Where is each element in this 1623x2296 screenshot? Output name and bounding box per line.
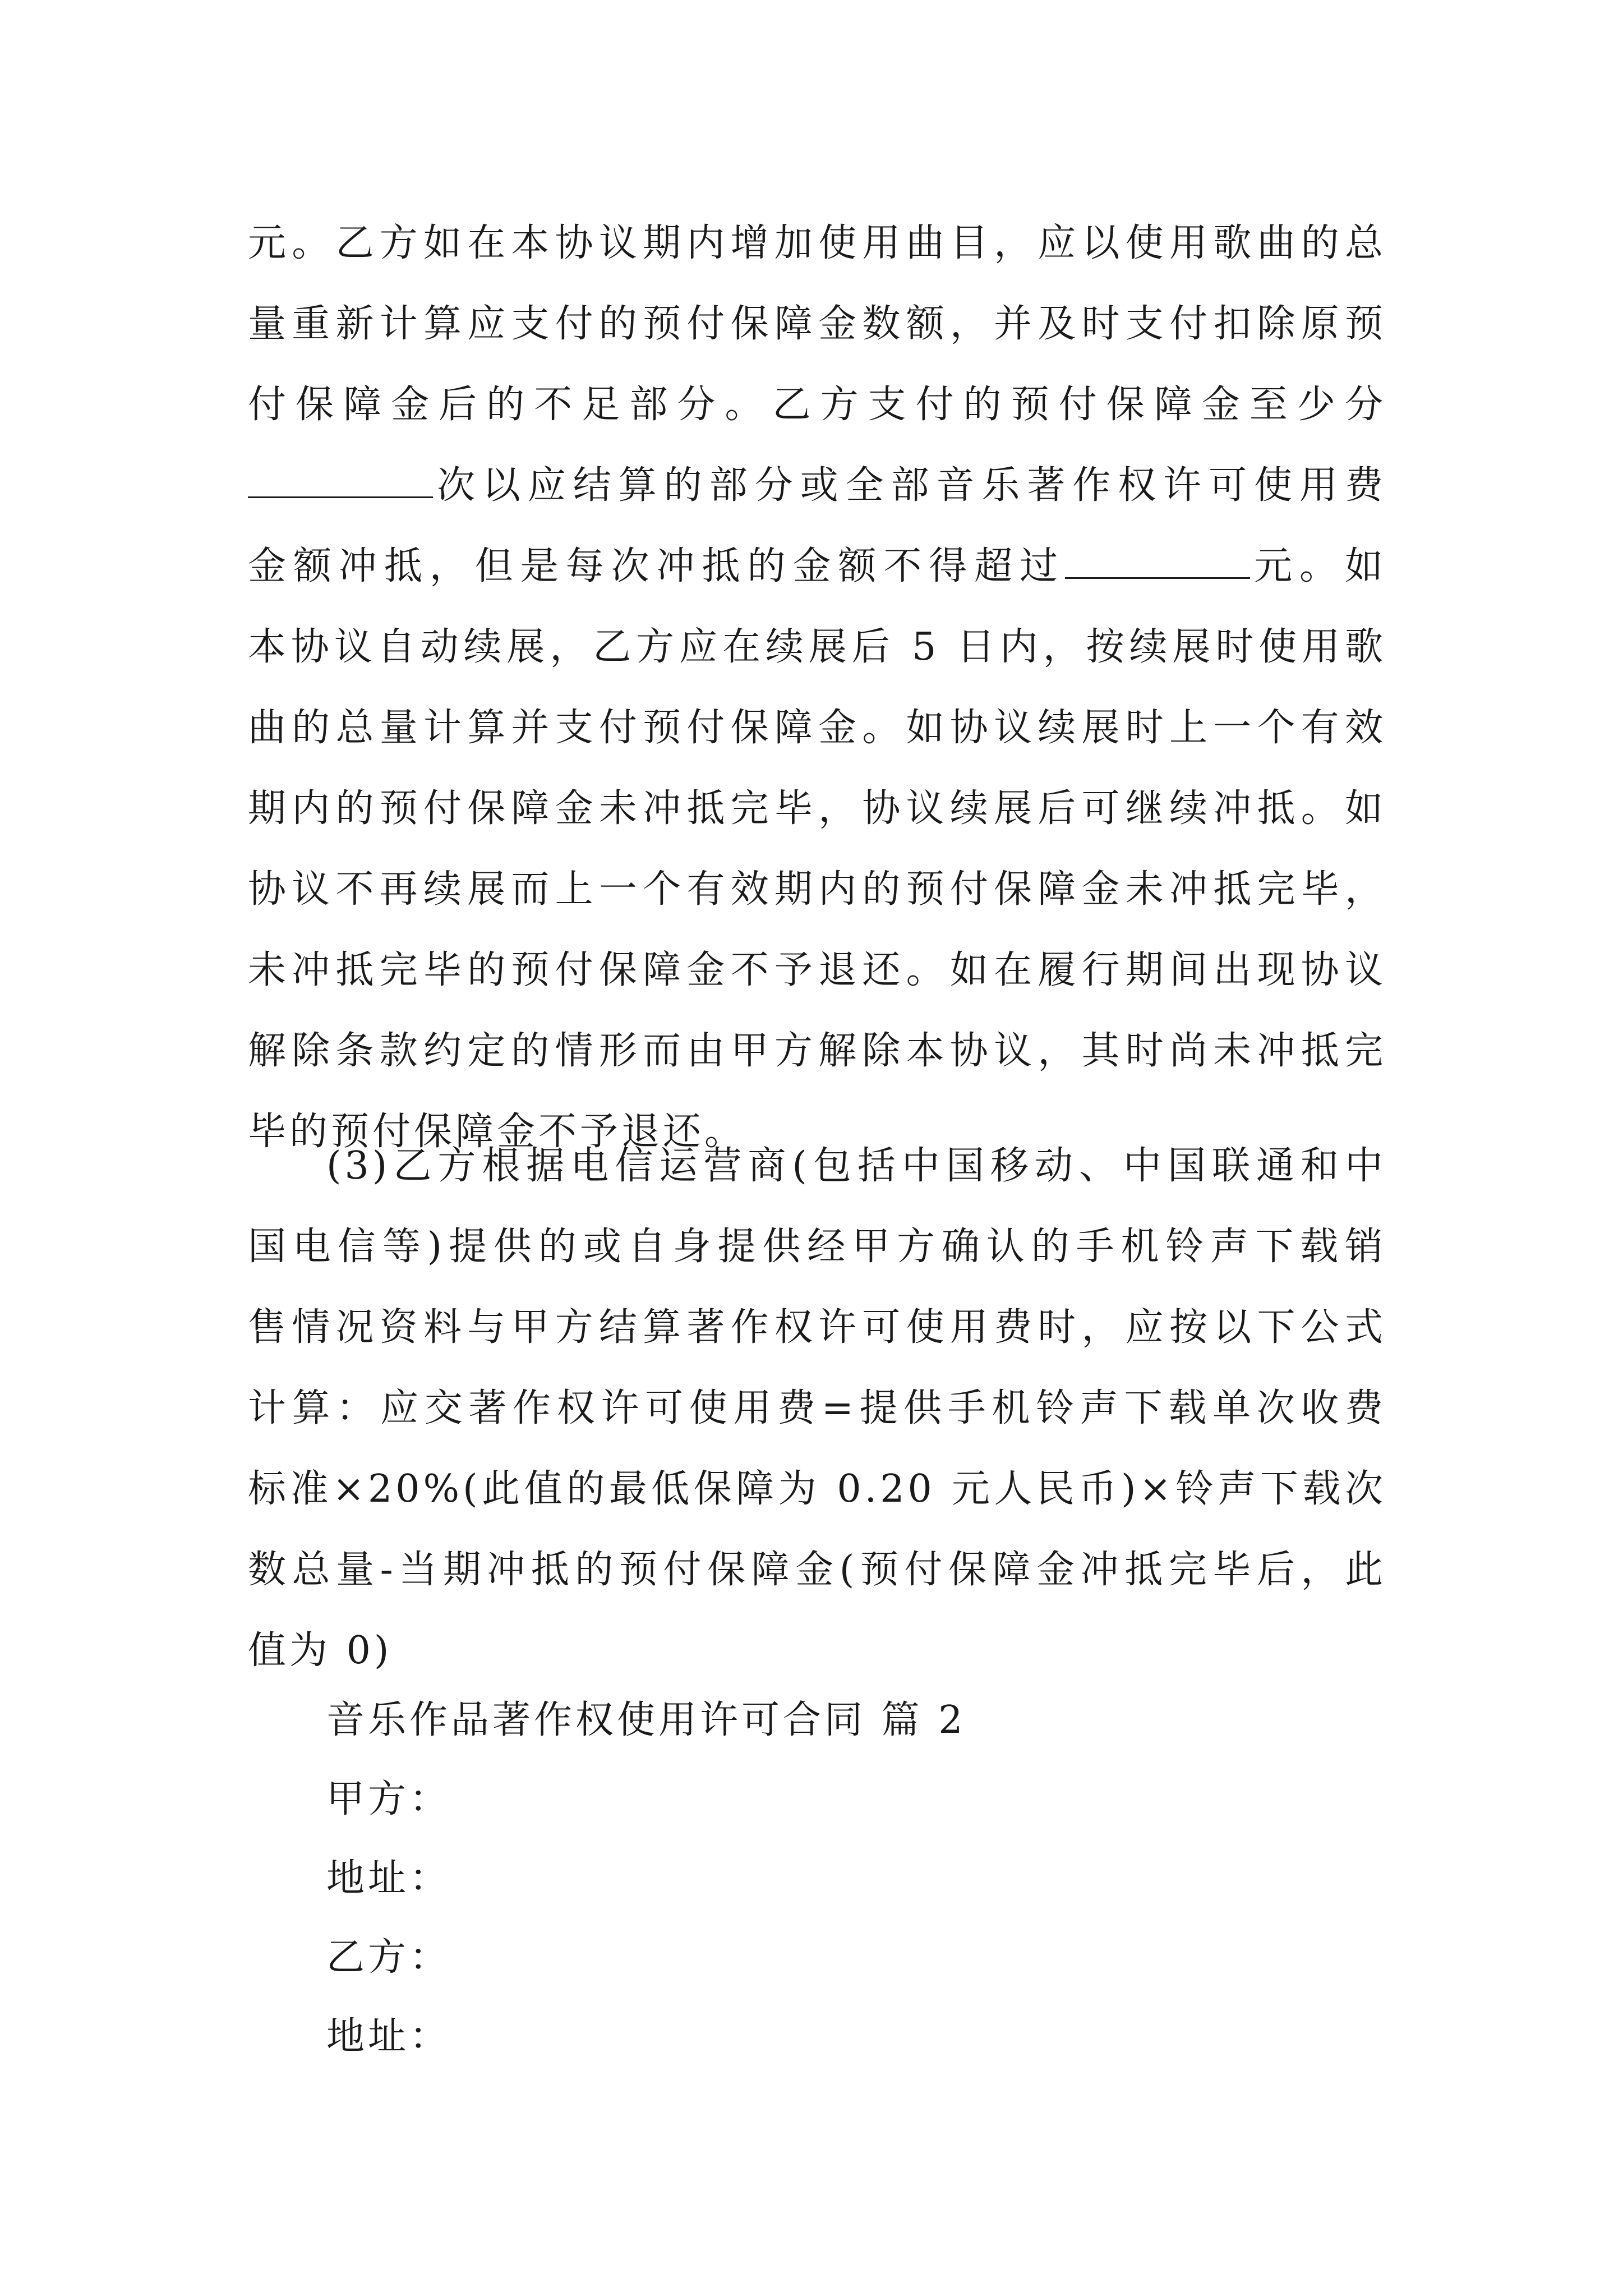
party-a-address-label: 地址： bbox=[326, 1856, 451, 1901]
party-b-label: 乙方： bbox=[326, 1935, 451, 1980]
text-line: 计算：应交著作权许可使用费=提供手机铃声下载单次收费 bbox=[248, 1386, 1386, 1430]
contract-title: 音乐作品著作权使用许可合同 篇 2 bbox=[326, 1698, 966, 1742]
fill-in-blank bbox=[248, 463, 433, 498]
text-line: 数总量-当期冲抵的预付保障金(预付保障金冲抵完毕后，此 bbox=[248, 1548, 1386, 1592]
text-line: (3)乙方根据电信运营商(包括中国移动、中国联通和中 bbox=[326, 1144, 1386, 1188]
text-line: 标准×20%(此值的最低保障为 0.20 元人民币)×铃声下载次 bbox=[248, 1467, 1386, 1511]
text-line: 毕的预付保障金不予退还。 bbox=[248, 1110, 746, 1154]
text-line: 国电信等)提供的或自身提供经甲方确认的手机铃声下载销 bbox=[248, 1225, 1386, 1269]
paragraph-settlement-formula bbox=[248, 1126, 1386, 1691]
paragraph-prepayment bbox=[248, 203, 1386, 1172]
text-fragment: 金额冲抵，但是每次冲抵的金额不得超过 bbox=[248, 544, 1066, 588]
text-line: 未冲抵完毕的预付保障金不予退还。如在履行期间出现协议 bbox=[248, 948, 1386, 992]
party-b-address-label: 地址： bbox=[326, 2014, 451, 2059]
contract-2-header bbox=[326, 1681, 966, 2076]
text-line: 协议不再续展而上一个有效期内的预付保障金未冲抵完毕， bbox=[248, 867, 1386, 912]
text-line: 售情况资料与甲方结算著作权许可使用费时，应按以下公式 bbox=[248, 1305, 1386, 1350]
text-line bbox=[248, 445, 1386, 526]
text-fragment: 次以应结算的部分或全部音乐著作权许可使用费 bbox=[433, 463, 1386, 508]
text-line: 量重新计算应支付的预付保障金数额，并及时支付扣除原预 bbox=[248, 302, 1386, 346]
fill-in-blank bbox=[1065, 544, 1250, 579]
text-line bbox=[248, 526, 1386, 607]
party-a-label: 甲方： bbox=[326, 1777, 451, 1821]
text-line: 元。乙方如在本协议期内增加使用曲目，应以使用歌曲的总 bbox=[248, 221, 1386, 265]
text-line: 值为 0) bbox=[248, 1628, 393, 1673]
text-line: 曲的总量计算并支付预付保障金。如协议续展时上一个有效 bbox=[248, 706, 1386, 750]
text-line: 付保障金后的不足部分。乙方支付的预付保障金至少分 bbox=[248, 383, 1386, 427]
text-line: 本协议自动续展，乙方应在续展后 5 日内，按续展时使用歌 bbox=[248, 625, 1386, 669]
text-line: 解除条款约定的情形而由甲方解除本协议，其时尚未冲抵完 bbox=[248, 1029, 1386, 1073]
text-line: 期内的预付保障金未冲抵完毕，协议续展后可继续冲抵。如 bbox=[248, 786, 1386, 831]
text-fragment: 元。如 bbox=[1250, 544, 1386, 588]
